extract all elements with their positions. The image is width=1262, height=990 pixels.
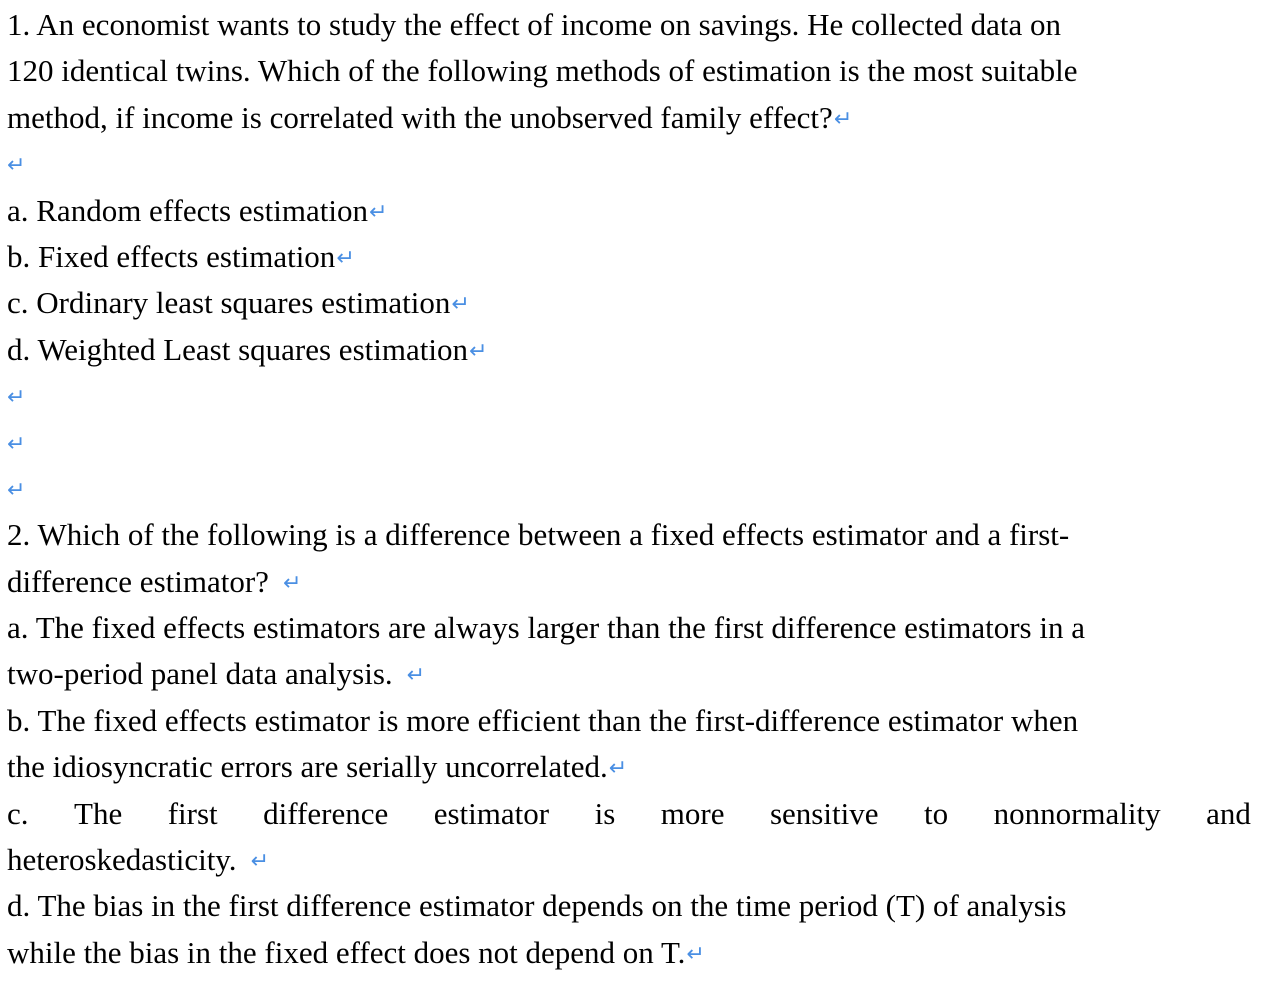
q1-stem-line-3: method, if income is correlated with the unobserved family effect?↵ [7,99,853,135]
word: nonnormality [993,795,1161,831]
q2-option-c-line-2: heteroskedasticity. ↵ [7,842,269,878]
empty-paragraph [7,373,1251,419]
word: sensitive [769,795,879,831]
paragraph-mark-icon: ↵ [468,338,488,364]
paragraph-mark-icon: ↵ [406,663,426,689]
q2-option-a-line-1: a. The fixed effects estimators are always larger than the first difference estimators in a [7,610,1085,646]
word: more [660,795,725,831]
paragraph-mark-icon: ↵ [608,756,628,782]
paragraph-mark-icon: ↵ [369,199,388,225]
paragraph-mark-icon: ↵ [7,153,26,179]
paragraph-mark-icon: ↵ [833,106,853,132]
word: is [594,795,616,831]
q2-option-b-line-1: b. The fixed effects estimator is more efficient than the first-difference estimator when [7,702,1079,738]
q1-stem-line-2: 120 identical twins. Which of the following methods of estimation is the most suitable [7,53,1078,89]
q1-stem-line-1: 1. An economist wants to study the effect of income on savings. He collected data on [7,7,1062,42]
paragraph-mark-icon: ↵ [336,245,355,271]
word: estimator [433,795,550,831]
q2-option-b-line-2: the idiosyncratic errors are serially uncorrelated.↵ [7,749,628,785]
word: c. [7,795,29,831]
paragraph-mark-icon: ↵ [7,431,26,457]
paragraph-mark-icon: ↵ [7,477,26,503]
paragraph-mark-icon: ↵ [250,849,269,875]
empty-paragraph [7,141,1251,187]
q2-option-c-line-1 [7,791,1251,837]
q2-stem-line-1: 2. Which of the following is a difference between a fixed effects estimator and a first- [7,517,1070,553]
paragraph-mark-icon: ↵ [686,941,705,967]
paragraph-mark-icon: ↵ [7,385,26,411]
word: and [1206,795,1251,831]
q1-option-c: c. Ordinary least squares estimation↵ [7,285,470,321]
word: to [923,795,949,831]
document-body [7,2,1251,976]
empty-paragraph [7,420,1251,466]
q2-option-d-line-2: while the bias in the fixed effect does not depend on T.↵ [7,934,705,970]
word: difference [263,795,389,831]
q2-option-d-line-1: d. The bias in the first difference estimator depends on the time period (T) of analysis [7,888,1067,924]
q2-option-a-line-2: two-period panel data analysis. ↵ [7,656,426,692]
word: first [167,795,218,831]
paragraph-mark-icon: ↵ [282,570,302,596]
q1-option-b: b. Fixed effects estimation↵ [7,238,355,274]
paragraph-mark-icon: ↵ [451,292,470,318]
word: The [74,795,123,831]
q2-stem-line-2: difference estimator? ↵ [7,563,302,599]
empty-paragraph [7,466,1251,512]
q1-option-a: a. Random effects estimation↵ [7,192,388,228]
q1-option-d: d. Weighted Least squares estimation↵ [7,331,488,367]
